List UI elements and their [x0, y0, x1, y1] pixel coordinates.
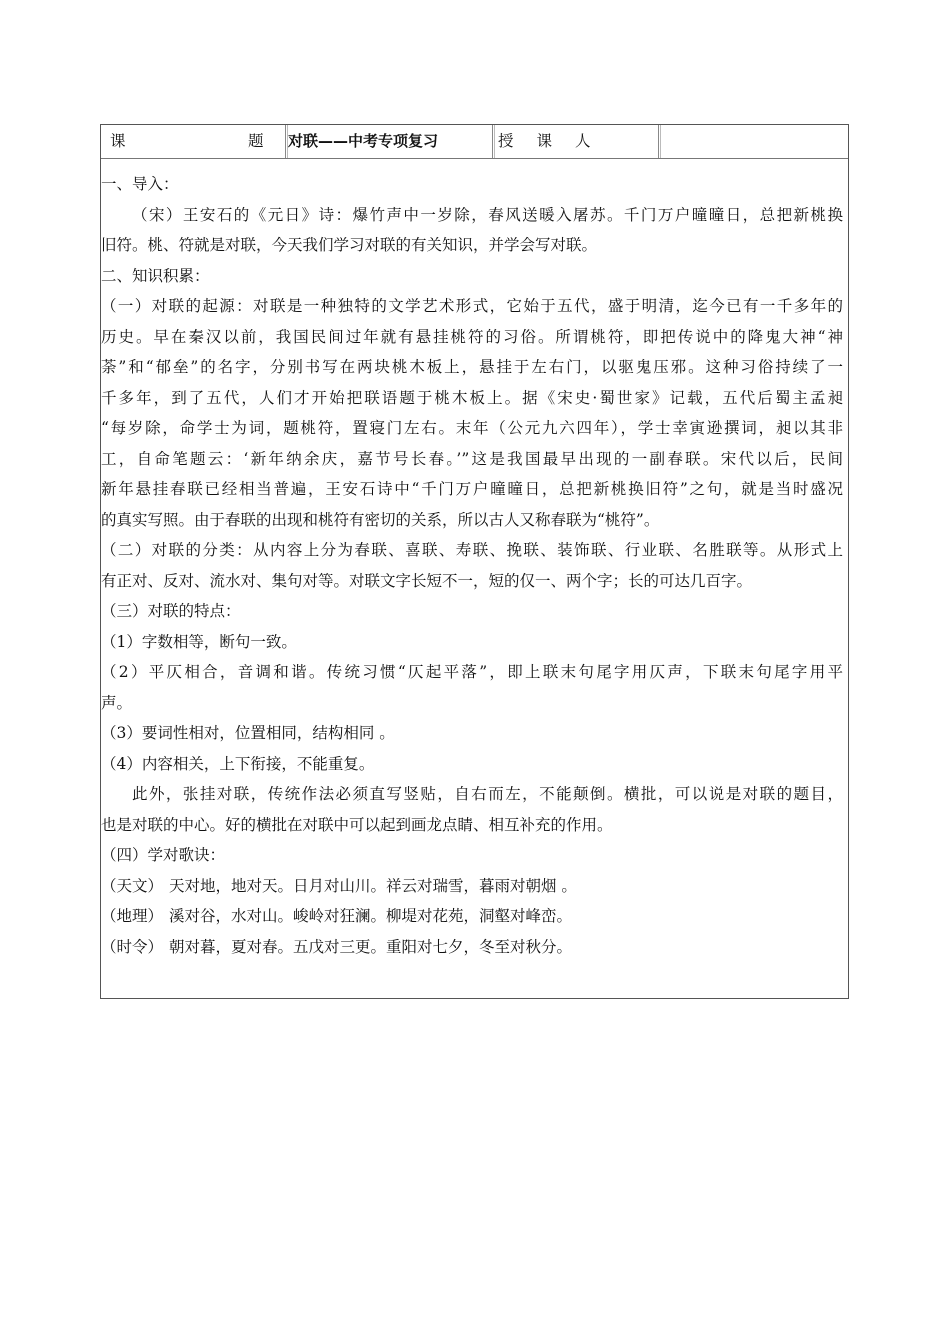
song-tag: （地理） — [101, 907, 164, 925]
lesson-content — [101, 169, 843, 962]
header-row — [101, 125, 848, 159]
teacher-value — [663, 125, 843, 158]
song-heading: （四）学对歌诀： — [101, 846, 226, 864]
song-text: 朝对暮，夏对春。五戊对三更。重阳对七夕，冬至对秋分。 — [169, 937, 573, 956]
extra-line: 此外，张挂对联，传统作法必须直写竖贴，自右而左，不能颠倒。横批，可以说是对联的题目， — [132, 785, 843, 803]
subject-title: 对联——中考专项复习 — [288, 132, 439, 150]
song-tag: （时令） — [101, 937, 164, 956]
origin-line: 历史。早在秦汉以前，我国民间过年就有悬挂桃符的习俗。所谓桃符，即把传说中的降鬼大神“神 — [101, 327, 843, 346]
feature-item: （3）要词性相对，位置相同，结构相同 。 — [101, 724, 395, 742]
song-text: 天对地，地对天。日月对山川。祥云对瑞雪，暮雨对朝烟 。 — [169, 876, 577, 895]
feature-item: （1）字数相等，断句一致。 — [101, 632, 297, 651]
intro-heading: 一、导入： — [101, 175, 179, 193]
feature-item: （2）平仄相合，音调和谐。传统习惯“仄起平落”，即上联末句尾字用仄声，下联末句尾字用平 — [101, 663, 843, 681]
header-divider — [492, 125, 493, 158]
song-line — [101, 871, 577, 902]
intro-line: 旧符。桃、符就是对联，今天我们学习对联的有关知识，并学会写对联。 — [101, 236, 598, 254]
origin-line: “每岁除，命学士为词，题桃符，置寝门左右。末年（公元九六四年），学士幸寅逊撰词，昶以其非 — [101, 419, 843, 437]
origin-line: 的真实写照。由于春联的出现和桃符有密切的关系，所以古人又称春联为“桃符”。 — [101, 510, 660, 529]
origin-line: （一）对联的起源：对联是一种独特的文学艺术形式，它始于五代，盛于明清，迄今已有一千多年的 — [101, 297, 843, 315]
knowledge-heading: 二、知识积累： — [101, 266, 210, 285]
origin-line: 荼”和“郁垒”的名字，分别书写在两块桃木板上，悬挂于左右门，以驱鬼压邪。这种习俗持续了一 — [101, 358, 843, 376]
teacher-label: 授课人 — [498, 132, 614, 150]
subject-label-char-2: 题 — [248, 132, 264, 150]
header-divider — [285, 125, 286, 158]
extra-line: 也是对联的中心。好的横批在对联中可以起到画龙点睛、相互补充的作用。 — [101, 815, 613, 834]
header-divider — [658, 125, 659, 158]
feature-item: 声。 — [101, 693, 133, 712]
category-line: 有正对、反对、流水对、集句对等。对联文字长短不一，短的仅一、两个字；长的可达几百字。 — [101, 571, 753, 590]
origin-line: 工，自命笔题云：‘新年纳余庆，嘉节号长春。’”这是我国最早出现的一副春联。宋代以后，民间 — [101, 449, 843, 468]
song-text: 溪对谷，水对山。峻岭对狂澜。柳堤对花苑，洞壑对峰峦。 — [169, 907, 573, 925]
song-line — [101, 932, 572, 963]
features-heading: （三）对联的特点： — [101, 602, 241, 620]
feature-item: （4）内容相关，上下衔接，不能重复。 — [101, 754, 375, 773]
category-line: （二）对联的分类：从内容上分为春联、喜联、寿联、挽联、装饰联、行业联、名胜联等。从形式上 — [101, 541, 843, 559]
song-tag: （天文） — [101, 876, 164, 895]
origin-line: 新年悬挂春联已经相当普遍，王安石诗中“千门万户曈曈日，总把新桃换旧符”之句，就是当时盛况 — [101, 480, 843, 498]
intro-line: （宋）王安石的《元日》诗：爆竹声中一岁除，春风送暖入屠苏。千门万户曈曈日，总把新桃换 — [132, 205, 843, 224]
lesson-plan-table — [100, 124, 849, 999]
subject-label-char-1: 课 — [110, 132, 126, 150]
song-line — [101, 901, 572, 932]
subject-label — [108, 125, 263, 158]
origin-line: 千多年，到了五代，人们才开始把联语题于桃木板上。据《宋史·蜀世家》记载，五代后蜀主孟昶 — [101, 388, 843, 407]
